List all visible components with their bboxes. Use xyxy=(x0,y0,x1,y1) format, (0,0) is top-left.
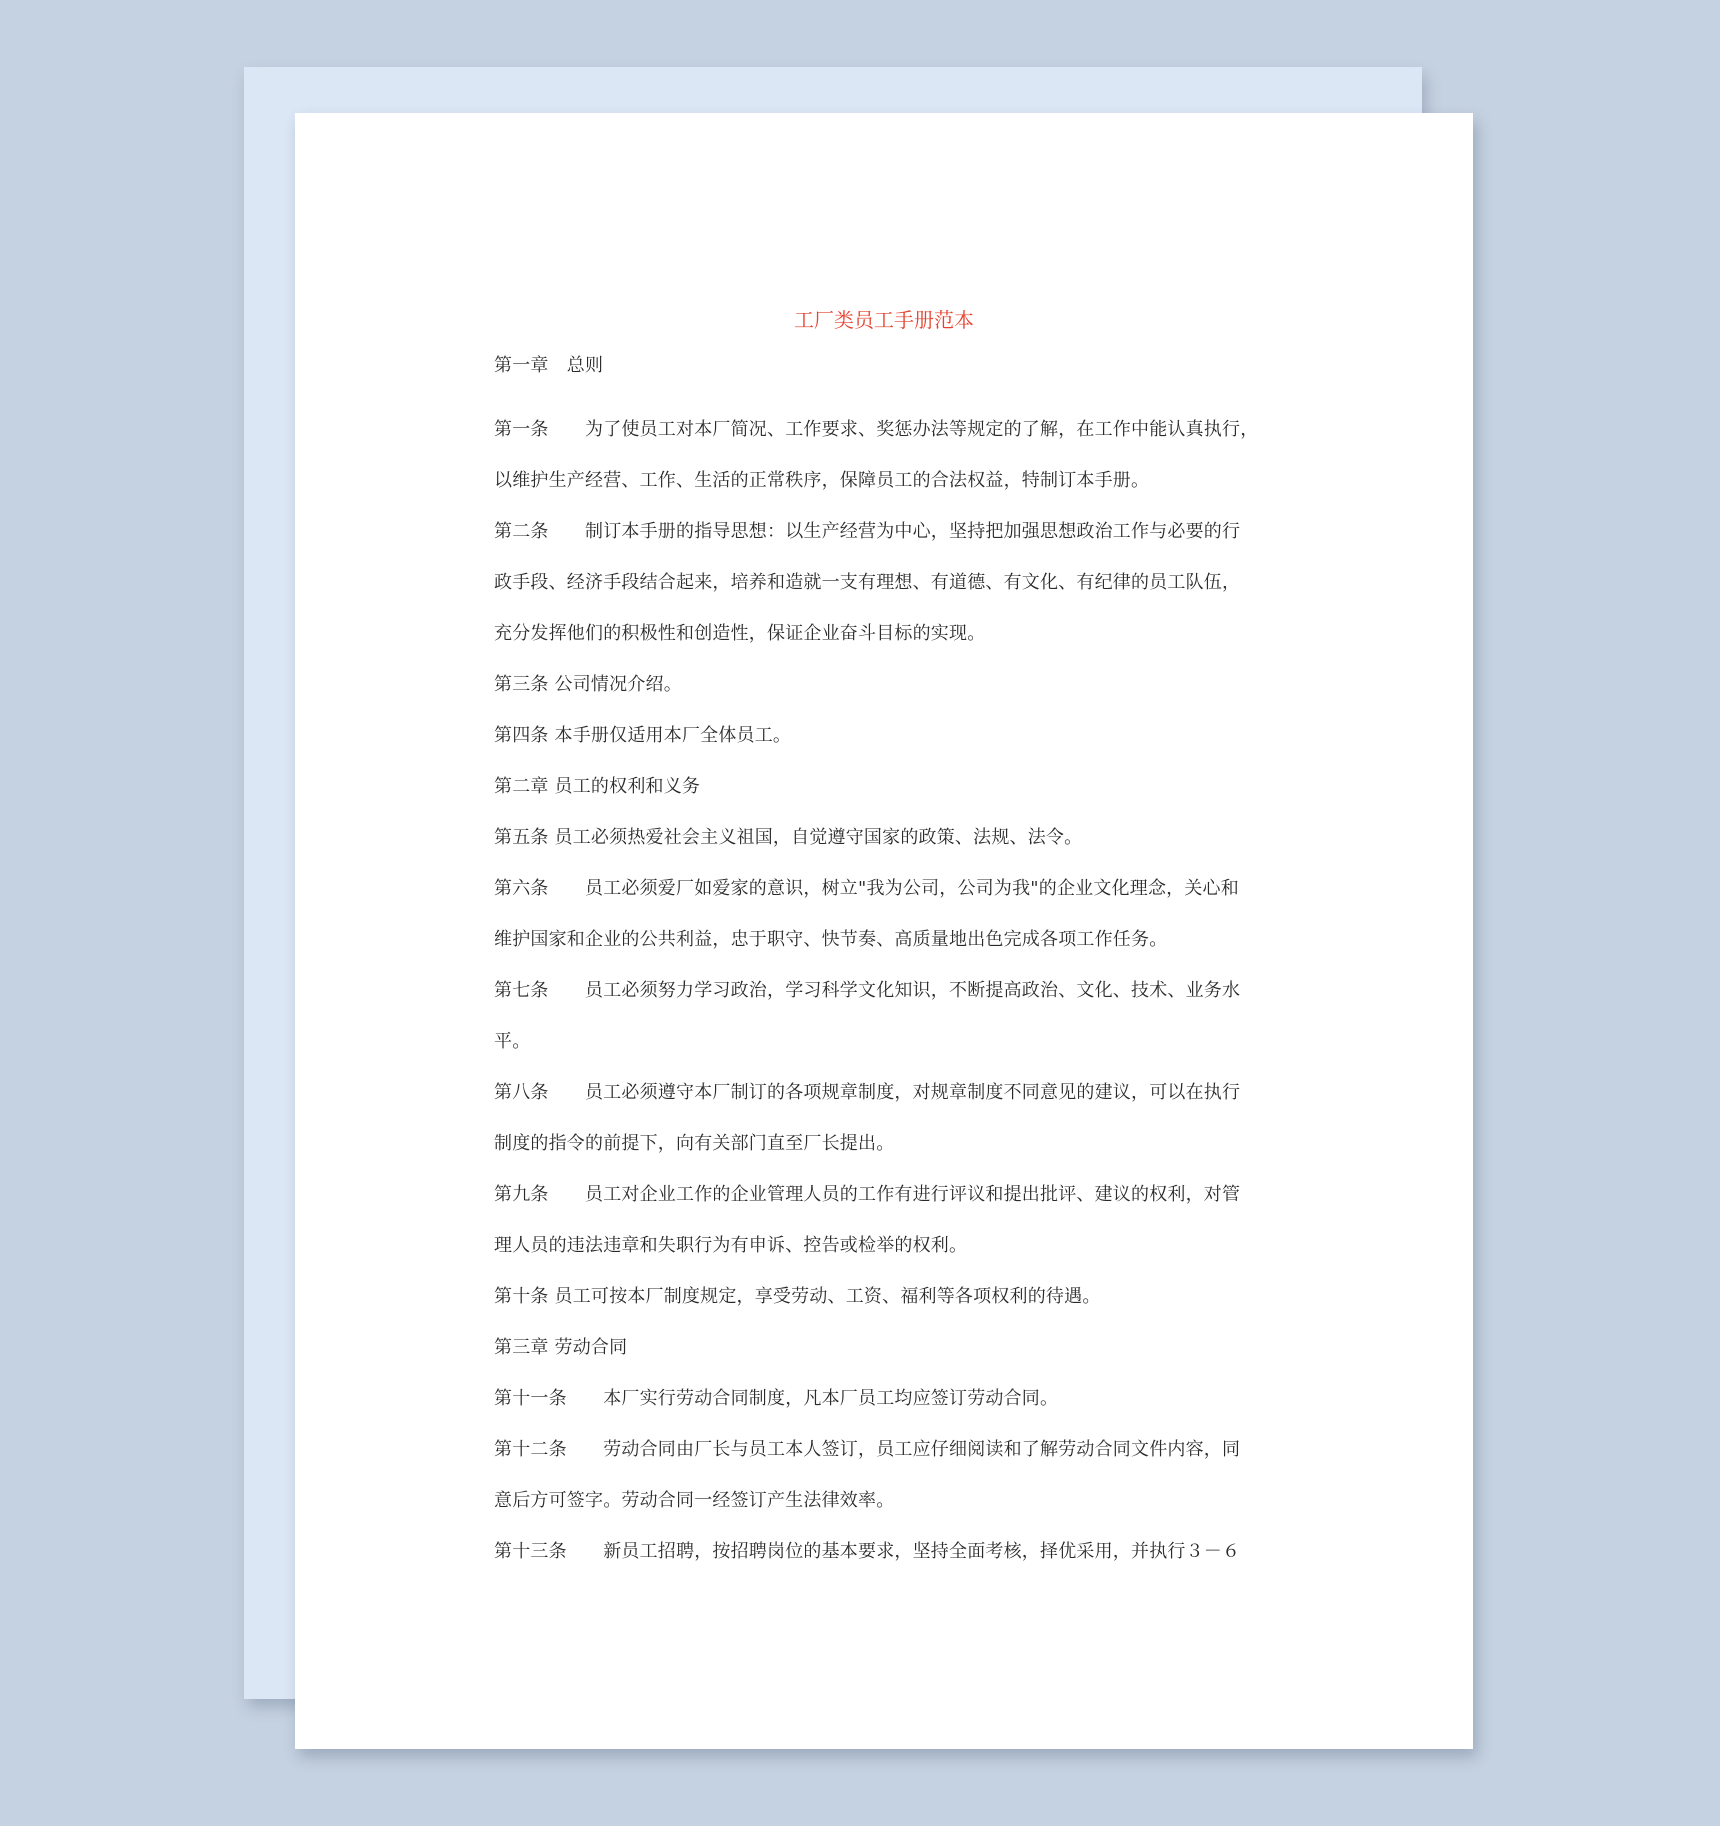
text-line: 维护国家和企业的公共利益，忠于职守、快节奏、高质量地出色完成各项工作任务。 xyxy=(494,929,1168,950)
document-title: 工厂类员工手册范本 xyxy=(794,308,974,332)
document-page xyxy=(295,113,1473,1749)
text-line: 意后方可签字。劳动合同一经签订产生法律效率。 xyxy=(494,1490,895,1511)
text-line: 第十三条 新员工招聘，按招聘岗位的基本要求，坚持全面考核，择优采用，并执行３－６ xyxy=(494,1541,1241,1562)
text-line: 第三章 劳动合同 xyxy=(494,1337,628,1358)
text-line: 制度的指令的前提下，向有关部门直至厂长提出。 xyxy=(494,1133,895,1154)
document-body xyxy=(494,303,1274,1577)
text-line: 第八条 员工必须遵守本厂制订的各项规章制度，对规章制度不同意见的建议，可以在执行 xyxy=(494,1082,1241,1103)
text-line: 理人员的违法违章和失职行为有申诉、控告或检举的权利。 xyxy=(494,1235,968,1256)
text-line: 第一章 总则 xyxy=(494,355,604,376)
text-line: 第十一条 本厂实行劳动合同制度，凡本厂员工均应签订劳动合同。 xyxy=(494,1388,1059,1409)
text-line: 政手段、经济手段结合起来，培养和造就一支有理想、有道德、有文化、有纪律的员工队伍， xyxy=(494,572,1241,593)
text-line: 第九条 员工对企业工作的企业管理人员的工作有进行评议和提出批评、建议的权利，对管 xyxy=(494,1184,1241,1205)
text-line: 第四条 本手册仅适用本厂全体员工。 xyxy=(494,725,792,746)
text-line: 充分发挥他们的积极性和创造性，保证企业奋斗目标的实现。 xyxy=(494,623,986,644)
text-line: 第五条 员工必须热爱社会主义祖国，自觉遵守国家的政策、法规、法令。 xyxy=(494,827,1083,848)
text-line: 第十条 员工可按本厂制度规定，享受劳动、工资、福利等各项权利的待遇。 xyxy=(494,1286,1101,1307)
text-line: 平。 xyxy=(494,1031,531,1052)
text-line: 第六条 员工必须爱厂如爱家的意识，树立"我为公司，公司为我"的企业文化理念，关心和 xyxy=(494,878,1239,899)
text-line: 第三条 公司情况介绍。 xyxy=(494,674,682,695)
text-line: 以维护生产经营、工作、生活的正常秩序，保障员工的合法权益，特制订本手册。 xyxy=(494,470,1150,491)
text-line: 第一条 为了使员工对本厂简况、工作要求、奖惩办法等规定的了解，在工作中能认真执行， xyxy=(494,419,1259,440)
text-line: 第七条 员工必须努力学习政治，学习科学文化知识，不断提高政治、文化、技术、业务水 xyxy=(494,980,1241,1001)
text-line: 第二条 制订本手册的指导思想：以生产经营为中心，坚持把加强思想政治工作与必要的行 xyxy=(494,521,1241,542)
text-line: 第二章 员工的权利和义务 xyxy=(494,776,701,797)
text-line: 第十二条 劳动合同由厂长与员工本人签订，员工应仔细阅读和了解劳动合同文件内容，同 xyxy=(494,1439,1241,1460)
paragraph-list xyxy=(494,353,1274,1577)
